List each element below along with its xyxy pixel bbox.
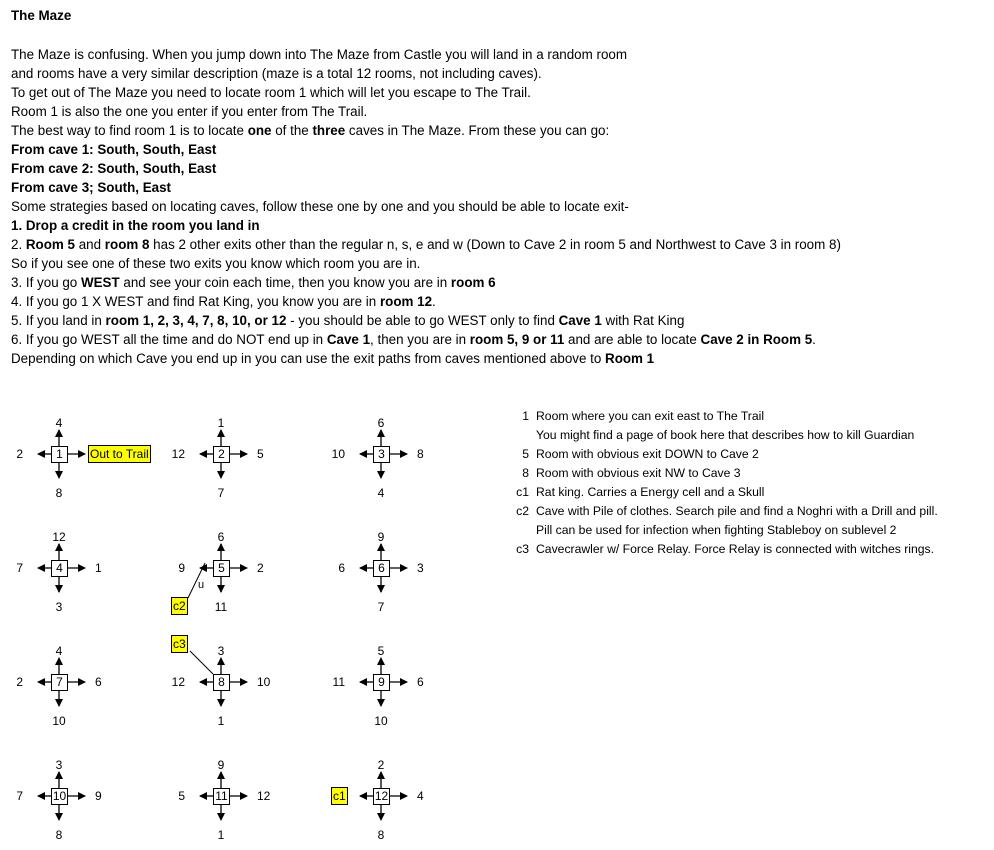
intro-line-2: and rooms have a very similar description (maze is a total 12 rooms, not including caves). — [11, 66, 542, 81]
room-1-exit-n: 4 — [55, 416, 63, 430]
room-10-box: 10 — [52, 789, 67, 803]
room-9-exit-e: 6 — [417, 675, 424, 689]
step-3: 3. If you go WEST and see your coin each time, then you know you are in room 6 — [11, 275, 496, 290]
step-1: 1. Drop a credit in the room you land in — [11, 218, 260, 233]
room-9-exit-w: 11 — [332, 675, 345, 689]
room-4-exit-n: 12 — [52, 530, 66, 544]
room-3-exit-s: 4 — [377, 486, 385, 500]
legend-text: Pill can be used for infection when fighting Stableboy on sublevel 2 — [536, 523, 897, 537]
room-7-exit-s: 10 — [52, 714, 66, 728]
room-4-box: 4 — [51, 560, 68, 577]
legend-text: Room with obvious exit DOWN to Cave 2 — [536, 447, 759, 461]
legend-key: c3 — [516, 542, 529, 556]
room-12-exit-e: 4 — [417, 789, 424, 803]
legend-text: Rat king. Carries a Energy cell and a Skull — [536, 485, 765, 499]
room-8-exit-w: 12 — [171, 675, 185, 689]
room-3-exit-n: 6 — [377, 416, 385, 430]
room-4-exit-s: 3 — [55, 600, 63, 614]
best-way-line: The best way to find room 1 is to locate one of the three caves in The Maze. From these you can go: — [11, 123, 610, 138]
step-2: 2. Room 5 and room 8 has 2 other exits other than the regular n, s, e and w (Down to Cave 2 in room 5 and Northwest to Cave 3 in room 8) — [11, 237, 841, 252]
cave-path-2: From cave 2: South, South, East — [11, 161, 217, 176]
intro-line-4: Room 1 is also the one you enter if you enter from The Trail. — [11, 104, 368, 119]
room-7-box: 7 — [51, 674, 68, 691]
legend-key: 1 — [522, 409, 529, 423]
room-10-exit-n: 3 — [55, 758, 63, 772]
room-8-box: 8 — [213, 674, 230, 691]
room-11-exit-s: 1 — [217, 828, 225, 842]
strategies-intro: Some strategies based on locating caves, follow these one by one and you should be able to locate exit- — [11, 199, 629, 214]
step-2-cont: So if you see one of these two exits you know which room you are in. — [11, 256, 421, 271]
room-8-exit-n: 3 — [217, 644, 225, 658]
legend-key: 5 — [522, 447, 529, 461]
legend-text: You might find a page of book here that describes how to kill Guardian — [536, 428, 915, 442]
room-2-exit-s: 7 — [217, 486, 225, 500]
room-4-exit-w: 7 — [16, 561, 23, 575]
room-5-exit-e: 2 — [257, 561, 264, 575]
legend-text: Room with obvious exit NW to Cave 3 — [536, 466, 741, 480]
room-3-exit-e: 8 — [417, 447, 424, 461]
cave-1-box: c1 — [333, 789, 346, 803]
legend-key: c2 — [516, 504, 529, 518]
room-4-exit-e: 1 — [95, 561, 102, 575]
room-12-exit-s: 8 — [377, 828, 385, 842]
room-11-exit-n: 9 — [217, 758, 225, 772]
step-4: 4. If you go 1 X WEST and find Rat King, you know you are in room 12. — [11, 294, 436, 309]
room-6-exit-e: 3 — [417, 561, 424, 575]
room-5-exit-n: 6 — [217, 530, 225, 544]
room-3-box: 3 — [373, 446, 390, 463]
room-1-exit-s: 8 — [55, 486, 63, 500]
room-2-box: 2 — [213, 446, 230, 463]
room-12-exit-n: 2 — [377, 758, 385, 772]
room-5-exit-w: 9 — [178, 561, 185, 575]
room-9-exit-s: 10 — [374, 714, 388, 728]
intro-line-1: The Maze is confusing. When you jump down into The Maze from Castle you will land in a random room — [11, 47, 628, 62]
room-7-exit-n: 4 — [55, 644, 63, 658]
legend-text: Room where you can exit east to The Trail — [536, 409, 765, 423]
step-6: 6. If you go WEST all the time and do NOT end up in Cave 1, then you are in room 5, 9 or 11 and are able to locate Cave 2 in Room 5. — [11, 332, 816, 347]
legend-text: Cavecrawler w/ Force Relay. Force Relay is connected with witches rings. — [536, 542, 935, 556]
room-1-exit-w: 2 — [16, 447, 23, 461]
cave-path-3: From cave 3; South, East — [11, 180, 171, 195]
cave-3-box: c3 — [173, 637, 186, 651]
room-6-exit-n: 9 — [377, 530, 385, 544]
room-2-exit-w: 12 — [171, 447, 185, 461]
room-6-exit-s: 7 — [377, 600, 385, 614]
room-2-exit-e: 5 — [257, 447, 264, 461]
cave-2-box: c2 — [173, 599, 186, 613]
room-6-box: 6 — [373, 560, 390, 577]
out-to-trail-label: Out to Trail — [90, 447, 149, 461]
room-3-exit-w: 10 — [331, 447, 345, 461]
room-7-exit-e: 6 — [95, 675, 102, 689]
down-exit-mark: u — [198, 579, 205, 591]
room-11-exit-e: 12 — [257, 789, 271, 803]
room-10-exit-s: 8 — [55, 828, 63, 842]
room-1-box: 1 — [51, 446, 68, 463]
room-11-exit-w: 5 — [178, 789, 185, 803]
final-line: Depending on which Cave you end up in you can use the exit paths from caves mentioned above to Room 1 — [11, 351, 655, 366]
legend-key: c1 — [516, 485, 529, 499]
room-9-box: 9 — [373, 674, 390, 691]
legend-text: Cave with Pile of clothes. Search pile and find a Noghri with a Drill and pill. — [536, 504, 938, 518]
intro-line-3: To get out of The Maze you need to locate room 1 which will let you escape to The Trail. — [11, 85, 531, 100]
room-12-box: 12 — [374, 789, 389, 803]
room-2-exit-n: 1 — [217, 416, 225, 430]
room-10-exit-e: 9 — [95, 789, 102, 803]
room-8-exit-s: 1 — [217, 714, 225, 728]
room-8-exit-e: 10 — [257, 675, 271, 689]
room-11-box: 11 — [213, 788, 230, 805]
document-title: The Maze — [11, 8, 72, 23]
room-6-exit-w: 6 — [338, 561, 345, 575]
cave-path-1: From cave 1: South, South, East — [11, 142, 217, 157]
legend-key: 8 — [522, 466, 529, 480]
room-5-exit-s: 11 — [214, 600, 228, 614]
room-9-exit-n: 5 — [377, 644, 385, 658]
step-5: 5. If you land in room 1, 2, 3, 4, 7, 8, 10, or 12 - you should be able to go WEST only to find Cave 1 with Rat King — [11, 313, 685, 328]
room-7-exit-w: 2 — [16, 675, 23, 689]
room-5-box: 5 — [213, 560, 230, 577]
room-10-exit-w: 7 — [16, 789, 23, 803]
